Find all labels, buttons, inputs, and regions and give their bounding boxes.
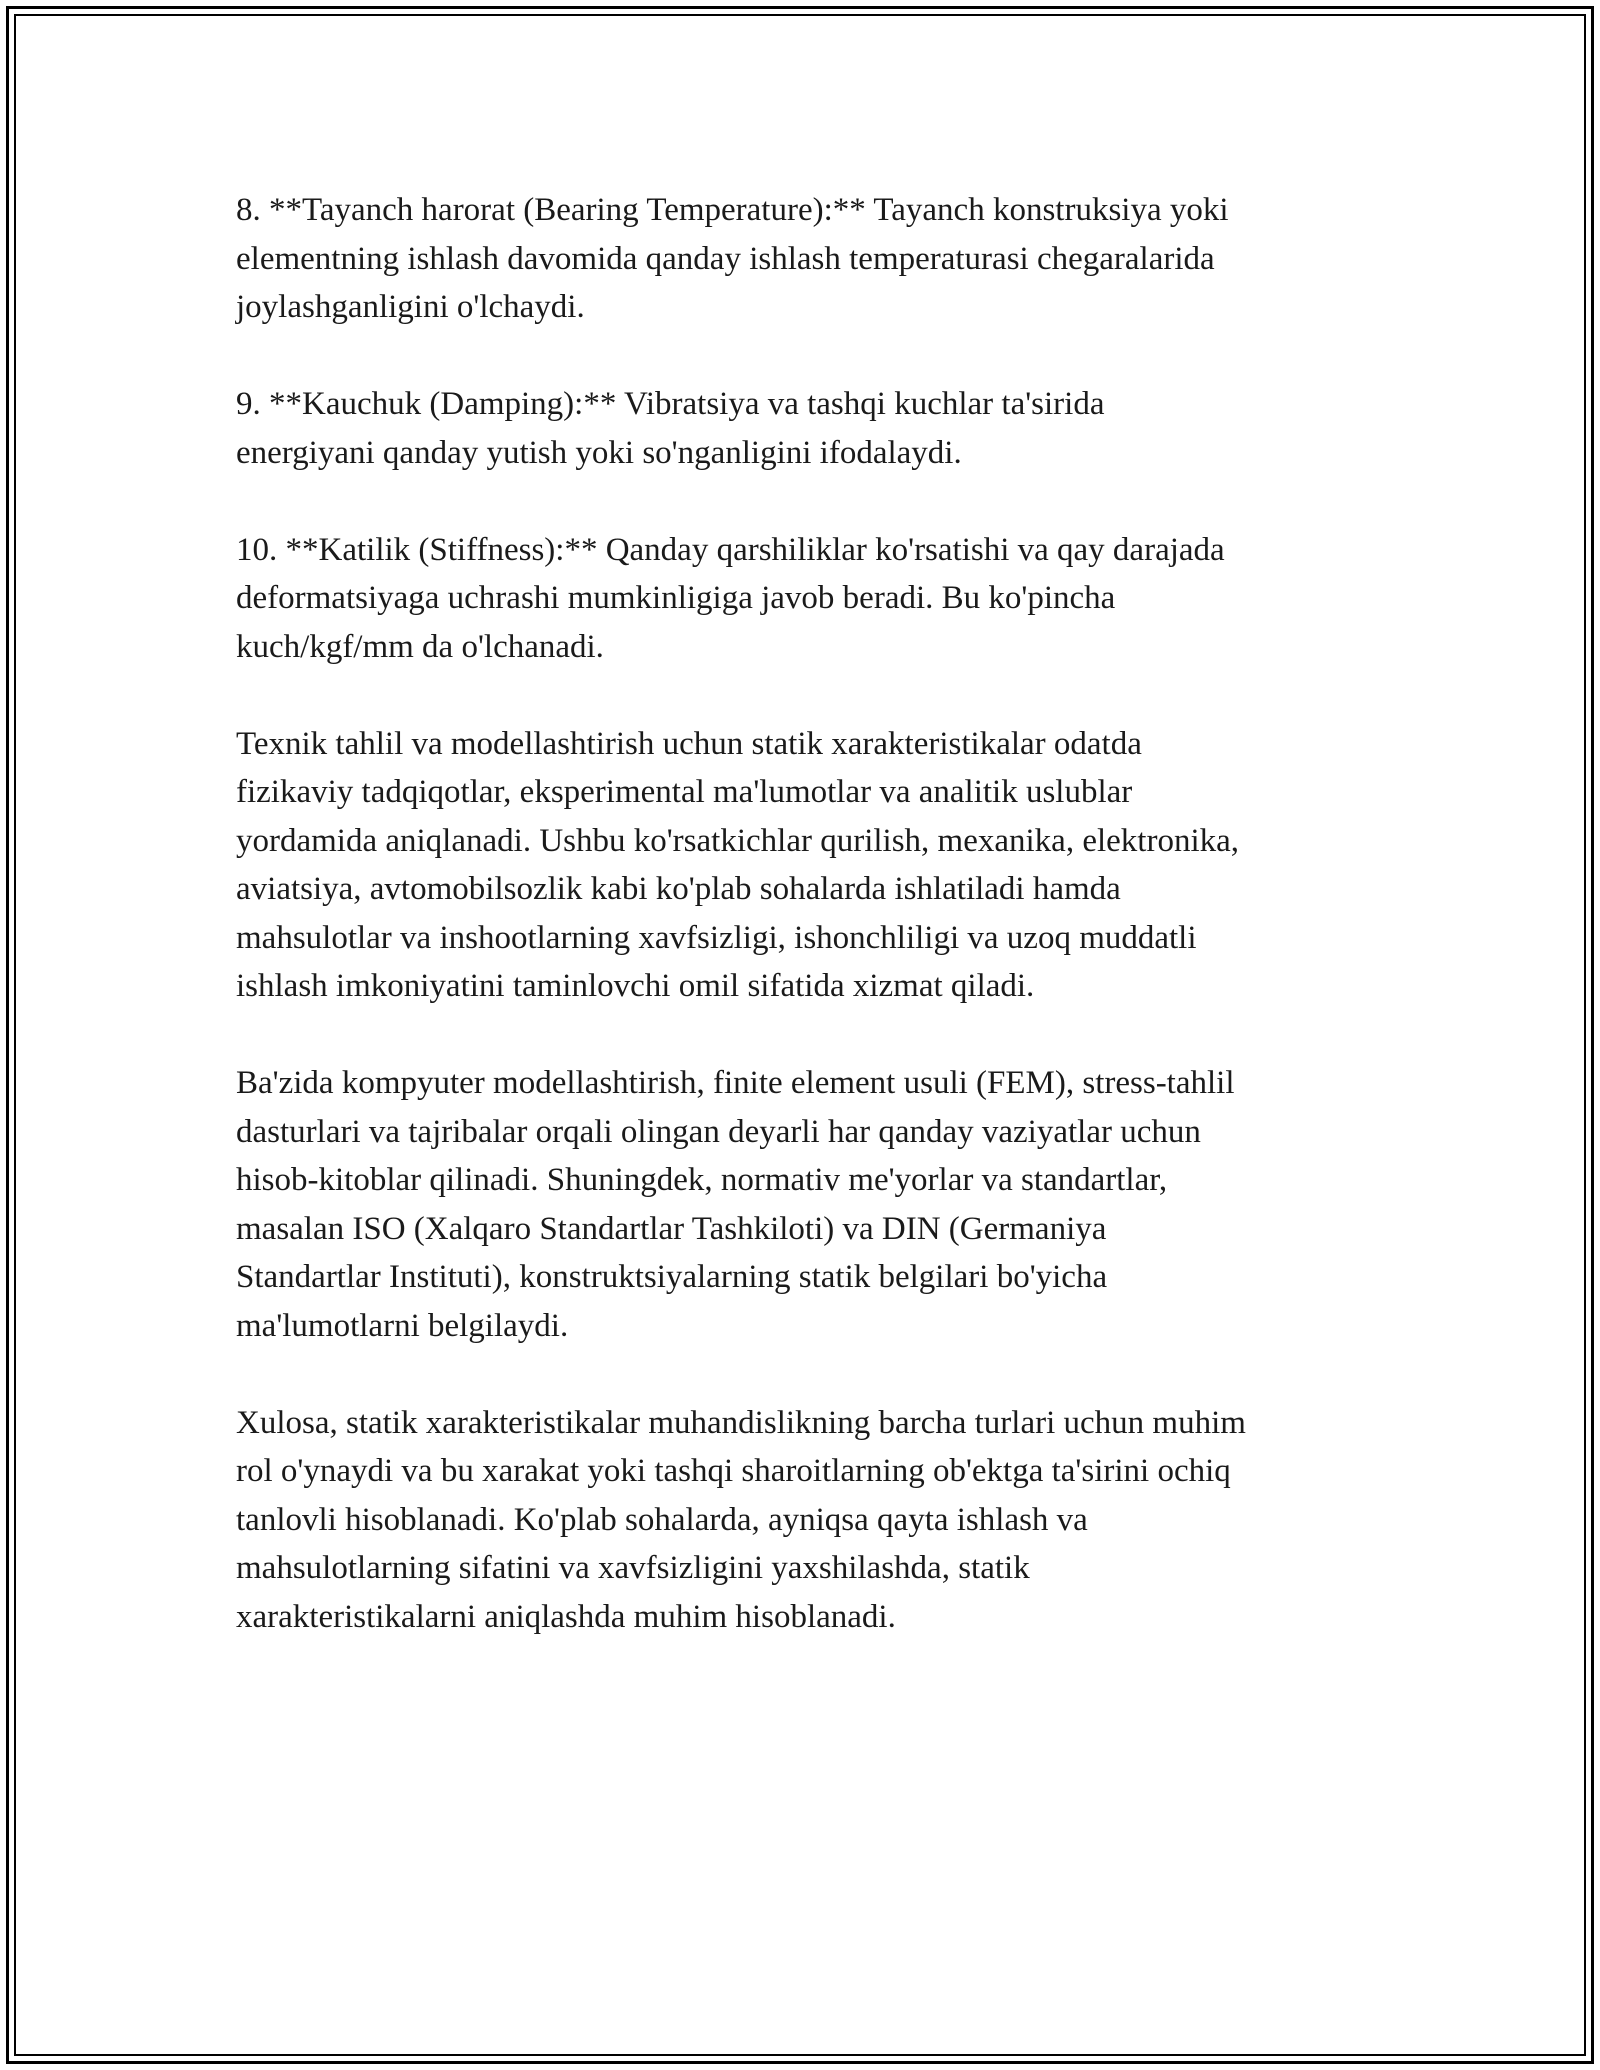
paragraph-stiffness: 10. **Katilik (Stiffness):** Qanday qarshiliklar ko'rsatishi va qay darajada deformatsiyaga uchrashi mumkinligiga javob beradi. Bu ko'pincha kuch/kgf/mm da o'lchanadi. <box>236 531 1225 665</box>
paragraph-bearing-temperature: 8. **Tayanch harorat (Bearing Temperature):** Tayanch konstruksiya yoki elementning ishlash davomida qanday ishlash temperaturasi chegaralarida joylashganligini o'lchaydi. <box>236 192 1229 325</box>
paragraph-conclusion: Xulosa, statik xarakteristikalar muhandislikning barcha turlari uchun muhim rol o'ynaydi va bu xarakat yoki tashqi sharoitlarning ob'ektga ta'sirini ochiq tanlovli hisoblanadi. Ko'plab sohalarda, ayniqsa qayta ishlash va mahsulotlarning sifatini va xavfsizligini yaxshilashda, statik xarakteristikalarni aniqlashda muhim hisoblanadi. <box>236 1404 1246 1635</box>
document-body <box>236 186 1376 1690</box>
paragraph-computer-modeling: Ba'zida kompyuter modellashtirish, finite element usuli (FEM), stress-tahlil dasturlari va tajribalar orqali olingan deyarli har qanday vaziyatlar uchun hisob-kitoblar qilinadi. Shuningdek, normativ me'yorlar va standartlar, masalan ISO (Xalqaro Standartlar Tashkiloti) va DIN (Germaniya Standartlar Instituti), konstruktsiyalarning statik belgilari bo'yicha ma'lumotlarni belgilaydi. <box>236 1065 1235 1344</box>
paragraph-damping: 9. **Kauchuk (Damping):** Vibratsiya va tashqi kuchlar ta'sirida energiyani qanday yutish yoki so'nganligini ifodalaydi. <box>236 386 1105 471</box>
paragraph-technical-analysis: Texnik tahlil va modellashtirish uchun statik xarakteristikalar odatda fizikaviy tadqiqotlar, eksperimental ma'lumotlar va analitik uslublar yordamida aniqlanadi. Ushbu ko'rsatkichlar qurilish, mexanika, elektronika, aviatsiya, avtomobilsozlik kabi ko'plab sohalarda ishlatiladi hamda mahsulotlar va inshootlarning xavfsizligi, ishonchliligi va uzoq muddatli ishlash imkoniyatini taminlovchi omil sifatida xizmat qiladi. <box>236 725 1240 1004</box>
